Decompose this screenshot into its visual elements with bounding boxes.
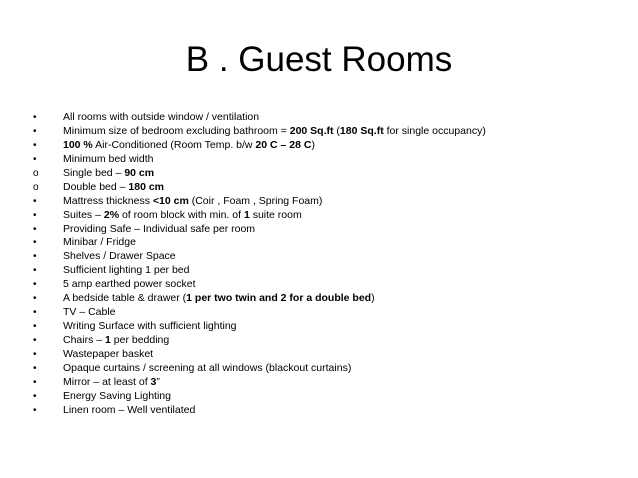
list-item-text <box>63 250 176 264</box>
text-run: Sufficient lighting 1 per bed <box>63 264 190 277</box>
list-item <box>0 167 638 181</box>
bold-text-run: 2% <box>103 208 120 221</box>
list-item-text <box>63 278 196 292</box>
text-run: Minimum size of bedroom excluding bathroom = <box>63 124 290 137</box>
text-run: of room block with min. of <box>119 208 244 221</box>
text-run: Mattress thickness <box>63 194 153 207</box>
bullet-marker: • <box>33 348 37 360</box>
bold-text-run: 1 <box>243 208 250 221</box>
list-item-text <box>63 209 302 223</box>
bold-text-run: <10 cm <box>152 194 189 207</box>
list-item <box>0 348 638 362</box>
bullet-marker: • <box>33 279 37 291</box>
bullet-marker: • <box>33 390 37 402</box>
text-run: 5 amp earthed power socket <box>63 278 196 291</box>
bullet-marker: • <box>33 223 37 235</box>
list-item <box>0 376 638 390</box>
bold-text-run: 1 per two twin and 2 for a double bed <box>186 292 372 305</box>
list-item <box>0 278 638 292</box>
bullet-marker: • <box>33 265 37 277</box>
list-item-text <box>63 167 154 181</box>
list-item-text <box>63 362 351 376</box>
slide-title: B . Guest Rooms <box>185 40 453 79</box>
bold-text-run: 20 C – 28 C <box>255 138 312 151</box>
bold-text-run: 200 Sq.ft <box>289 124 334 137</box>
bullet-marker: • <box>33 125 37 137</box>
list-item <box>0 139 638 153</box>
list-item-text <box>63 306 116 320</box>
bullet-marker: • <box>33 139 37 151</box>
text-run: Opaque curtains / screening at all windows (blackout curtains) <box>63 361 352 374</box>
bullet-marker: • <box>33 404 37 416</box>
text-run: Mirror – at least of <box>63 375 151 388</box>
list-item-text <box>63 236 136 250</box>
text-run: Double bed – <box>63 180 129 193</box>
list-item-text <box>63 195 322 209</box>
text-run: Single bed – <box>63 166 125 179</box>
list-item-text <box>63 320 237 334</box>
bullet-marker: • <box>33 209 37 221</box>
bullet-marker: • <box>33 251 37 263</box>
list-item-text <box>63 376 160 390</box>
list-item <box>0 250 638 264</box>
bold-text-run: 180 Sq.ft <box>339 124 384 137</box>
bullet-marker: • <box>33 362 37 374</box>
list-item <box>0 153 638 167</box>
list-item <box>0 404 638 418</box>
list-item-text <box>63 334 169 348</box>
bold-text-run: 3 <box>150 375 157 388</box>
list-item <box>0 264 638 278</box>
bullet-marker: • <box>33 112 37 123</box>
bullet-marker: • <box>33 237 37 249</box>
text-run: for single occupancy) <box>383 124 486 137</box>
bullet-list <box>0 111 638 418</box>
list-item-text <box>63 404 195 418</box>
bullet-marker: • <box>33 335 37 346</box>
list-item-text <box>63 153 153 167</box>
list-item-text <box>63 292 375 306</box>
bullet-marker: • <box>33 321 37 333</box>
text-run: Air-Conditioned (Room Temp. b/w <box>92 138 256 151</box>
list-item <box>0 306 638 320</box>
text-run: Linen room – Well ventilated <box>63 403 196 416</box>
sub-bullet-marker: o <box>33 167 39 179</box>
text-run: ( <box>333 124 340 137</box>
text-run: Writing Surface with sufficient lighting <box>63 320 237 333</box>
sub-bullet-marker: o <box>33 181 39 193</box>
bold-text-run: 180 cm <box>128 180 165 193</box>
list-item-text <box>63 348 153 362</box>
list-item-text <box>63 264 189 278</box>
bold-text-run: 90 cm <box>124 166 155 179</box>
text-run: Energy Saving Lighting <box>63 389 171 402</box>
list-item <box>0 292 638 306</box>
text-run: suite room <box>249 208 302 221</box>
list-item <box>0 181 638 195</box>
bullet-marker: • <box>33 293 37 305</box>
bold-text-run: 1 <box>105 334 111 346</box>
list-item <box>0 362 638 376</box>
bullet-marker: • <box>33 153 37 165</box>
text-run: Minibar / Fridge <box>63 236 136 249</box>
list-item <box>0 320 638 334</box>
text-run: A bedside table & drawer ( <box>63 292 187 305</box>
text-run: TV – Cable <box>63 306 116 319</box>
list-item <box>0 236 638 250</box>
list-item <box>0 125 638 139</box>
list-item-text <box>63 390 171 404</box>
bullet-marker: • <box>33 195 37 207</box>
text-run: ” <box>156 375 160 388</box>
text-run: Providing Safe – Individual safe per room <box>63 222 256 235</box>
list-item-text <box>63 139 315 153</box>
list-item-text <box>63 125 486 139</box>
text-run: Chairs – <box>63 334 106 346</box>
list-item-text <box>63 111 259 125</box>
text-run: Minimum bed width <box>63 152 154 165</box>
text-run: per bedding <box>110 334 170 346</box>
text-run: Shelves / Drawer Space <box>63 250 176 263</box>
list-item <box>0 334 638 348</box>
bold-text-run: 100 % <box>63 138 93 151</box>
text-run: Suites – <box>63 208 104 221</box>
list-item <box>0 223 638 237</box>
bullet-marker: • <box>33 307 37 319</box>
list-item <box>0 209 638 223</box>
text-run: All rooms with outside window / ventilation <box>63 111 260 123</box>
text-run: (Coir , Foam , Spring Foam) <box>188 194 323 207</box>
text-run: ) <box>311 138 315 151</box>
list-item <box>0 390 638 404</box>
text-run: ) <box>371 292 375 305</box>
list-item-text <box>63 181 164 195</box>
text-run: Wastepaper basket <box>63 347 154 360</box>
list-item <box>0 195 638 209</box>
list-item <box>0 111 638 125</box>
list-item-text <box>63 223 255 237</box>
bullet-marker: • <box>33 376 37 388</box>
